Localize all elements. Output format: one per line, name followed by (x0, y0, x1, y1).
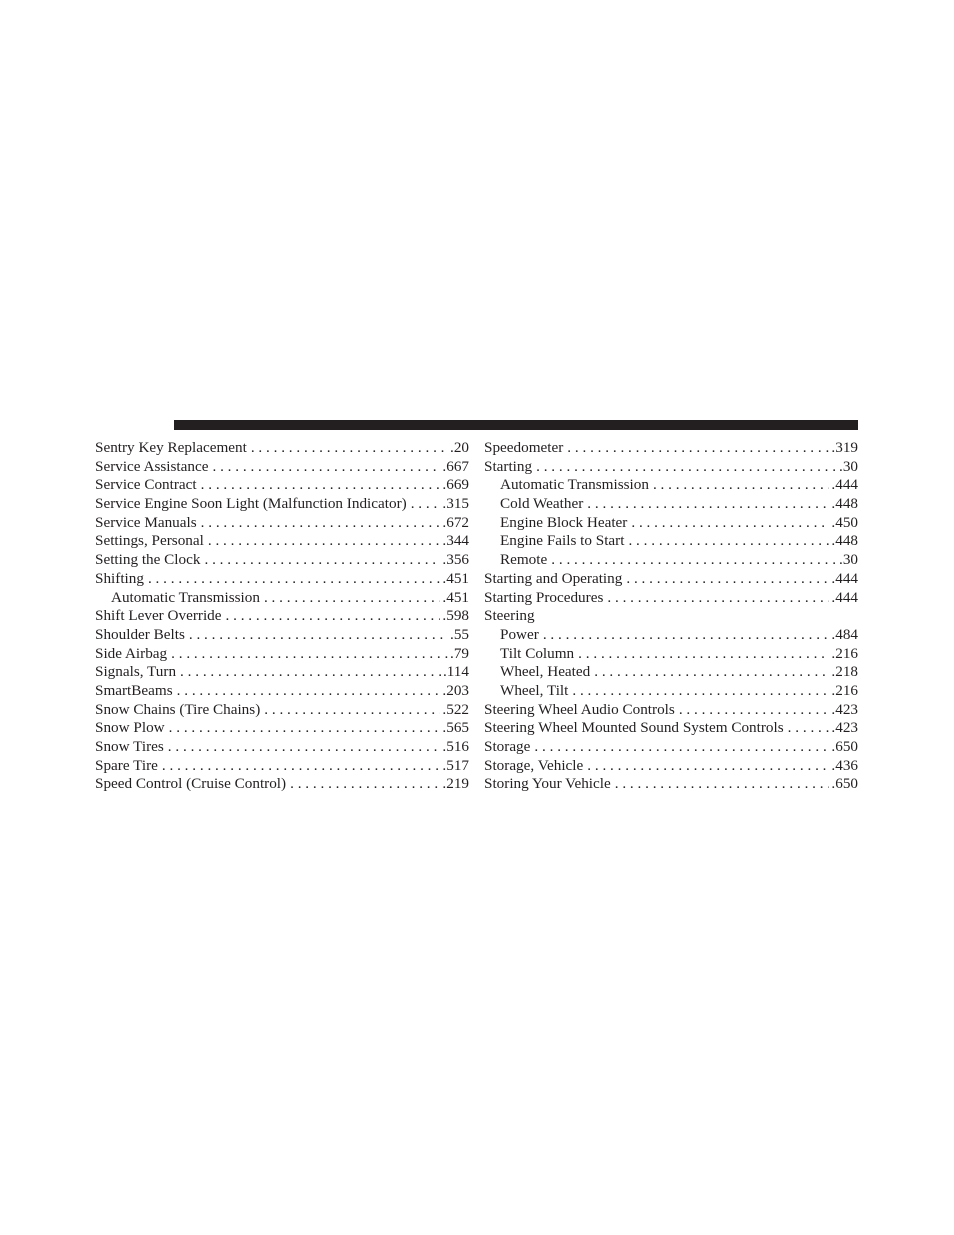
index-page-number: .650 (831, 775, 858, 793)
index-term: Cold Weather (500, 495, 584, 513)
index-entry (95, 626, 469, 645)
index-subentry (95, 589, 469, 608)
index-page-number: .522 (442, 700, 469, 718)
index-page-number: .451 (442, 569, 469, 587)
index-entry (95, 719, 469, 738)
dot-leader (551, 551, 837, 570)
index-term: Snow Plow (95, 719, 165, 737)
index-term: Storage, Vehicle (484, 756, 584, 774)
index-entry (484, 719, 858, 738)
dot-leader (567, 439, 829, 458)
index-entry (484, 589, 858, 608)
index-page-number: .216 (831, 644, 858, 662)
index-term: Steering Wheel Mounted Sound System Controls (484, 719, 784, 737)
dot-leader (189, 626, 448, 645)
dot-leader (201, 514, 441, 533)
index-term: Steering Wheel Audio Controls (484, 700, 675, 718)
index-term: Speedometer (484, 439, 564, 456)
index-page-number: .218 (831, 663, 858, 681)
index-term: Speed Control (Cruise Control) (95, 775, 287, 793)
index-page-number: .565 (442, 719, 469, 737)
dot-leader (201, 476, 441, 495)
dot-leader (653, 476, 829, 495)
index-term: Service Manuals (95, 513, 197, 531)
index-page-number: .203 (442, 681, 469, 699)
index-term: Starting Procedures (484, 588, 604, 606)
index-page-number: .79 (450, 644, 469, 662)
index-entry (484, 607, 858, 626)
index-page-number: .216 (831, 681, 858, 699)
index-subentry (484, 551, 858, 570)
index-page-number: .598 (442, 607, 469, 625)
dot-leader (534, 738, 829, 757)
dot-leader (169, 719, 441, 738)
index-entry (95, 476, 469, 495)
index-entry (95, 551, 469, 570)
index-term: Setting the Clock (95, 551, 201, 569)
index-entry (95, 570, 469, 589)
index-page-number: .448 (831, 495, 858, 513)
dot-leader (626, 570, 829, 589)
index-term: Steering (484, 607, 535, 625)
index-page-number: .219 (442, 775, 469, 793)
dot-leader (204, 551, 440, 570)
index-term: Tilt Column (500, 644, 575, 662)
index-page-number: .436 (831, 756, 858, 774)
index-entry (484, 458, 858, 477)
index-term: Snow Chains (Tire Chains) (95, 700, 261, 718)
dot-leader (264, 701, 440, 720)
dot-leader (628, 532, 829, 551)
index-page-number: .114 (442, 663, 469, 681)
index-entry (484, 738, 858, 757)
dot-leader (631, 514, 829, 533)
index-page-number: .356 (442, 551, 469, 569)
index-term: Shifting (95, 569, 144, 587)
index-page-number: .444 (831, 588, 858, 606)
dot-leader (615, 775, 830, 794)
index-page-number: .30 (839, 551, 858, 569)
index-term: Automatic Transmission (111, 588, 260, 606)
index-page-number: .444 (831, 476, 858, 494)
index-page-number: .451 (442, 588, 469, 606)
index-subentry (484, 532, 858, 551)
index-term: Service Assistance (95, 457, 209, 475)
index-page-number: .516 (442, 738, 469, 755)
index-subentry (484, 514, 858, 533)
index-page-number: .344 (442, 532, 469, 550)
index-entry (95, 663, 469, 682)
index-page-number: .650 (831, 738, 858, 755)
dot-leader (594, 663, 829, 682)
dot-leader (226, 607, 441, 626)
index-term: Wheel, Tilt (500, 681, 569, 699)
index-subentry (484, 495, 858, 514)
index-subentry (484, 476, 858, 495)
index-page-number: .319 (831, 439, 858, 456)
index-entry (484, 775, 858, 794)
dot-leader (180, 663, 441, 682)
index-entry (484, 439, 858, 458)
index-term: Service Engine Soon Light (Malfunction Indicator) (95, 495, 407, 513)
index-page-number: .55 (450, 625, 469, 643)
index-page-number: .315 (442, 495, 469, 513)
index-term: Signals, Turn (95, 663, 177, 681)
dot-leader (788, 719, 830, 738)
index-term: Shift Lever Override (95, 607, 222, 625)
index-column-left (95, 439, 469, 794)
index-entry (95, 607, 469, 626)
index-entry (95, 532, 469, 551)
dot-leader (208, 532, 441, 551)
dot-leader (162, 757, 441, 776)
index-page-number: .423 (831, 700, 858, 718)
dot-leader (177, 682, 441, 701)
index-entry (95, 439, 469, 458)
dot-leader (264, 589, 440, 608)
index-page-number: .484 (831, 625, 858, 643)
index-term: Storage (484, 738, 531, 755)
dot-leader (212, 458, 440, 477)
index-entry (95, 495, 469, 514)
index-page-number: .672 (442, 513, 469, 531)
index-page-number: .517 (442, 756, 469, 774)
index-entry (95, 458, 469, 477)
index-entry (95, 738, 469, 757)
dot-leader (607, 589, 829, 608)
index-term: SmartBeams (95, 681, 173, 699)
index-page-number: .444 (831, 569, 858, 587)
index-entry (484, 757, 858, 776)
index-term: Engine Block Heater (500, 513, 628, 531)
index-term: Wheel, Heated (500, 663, 591, 681)
dot-leader (411, 495, 441, 514)
index-subentry (484, 682, 858, 701)
index-entry (95, 701, 469, 720)
section-header-bar (174, 420, 858, 430)
index-term: Snow Tires (95, 738, 164, 755)
index-page-number: .448 (831, 532, 858, 550)
index-term: Storing Your Vehicle (484, 775, 611, 793)
dot-leader (587, 757, 829, 776)
index-subentry (484, 626, 858, 645)
dot-leader (290, 775, 440, 794)
dot-leader (536, 458, 837, 477)
dot-leader (578, 645, 829, 664)
dot-leader (543, 626, 830, 645)
index-page-number: .423 (831, 719, 858, 737)
index-entry (95, 775, 469, 794)
dot-leader (251, 439, 448, 458)
index-term: Sentry Key Replacement (95, 439, 247, 456)
index-term: Service Contract (95, 476, 197, 494)
dot-leader (168, 738, 441, 757)
index-page-number: .20 (450, 439, 469, 456)
index-entry (95, 514, 469, 533)
index-term: Engine Fails to Start (500, 532, 625, 550)
index-term: Remote (500, 551, 548, 569)
index-term: Starting (484, 457, 533, 475)
index-term: Side Airbag (95, 644, 168, 662)
index-entry (95, 682, 469, 701)
index-page-number: .450 (831, 513, 858, 531)
index-page-number: .669 (442, 476, 469, 494)
dot-leader (679, 701, 830, 720)
index-term: Automatic Transmission (500, 476, 649, 494)
index-entry (484, 701, 858, 720)
dot-leader (572, 682, 829, 701)
index-page-number: .30 (839, 457, 858, 475)
dot-leader (587, 495, 829, 514)
dot-leader (171, 645, 448, 664)
index-term: Settings, Personal (95, 532, 204, 550)
index-entry (95, 757, 469, 776)
dot-leader (148, 570, 440, 589)
index-entry (95, 645, 469, 664)
index-term: Spare Tire (95, 756, 158, 774)
index-column-right (484, 439, 858, 794)
index-page-number: .667 (442, 457, 469, 475)
index-term: Starting and Operating (484, 569, 623, 587)
index-subentry (484, 663, 858, 682)
index-entry (484, 570, 858, 589)
index-subentry (484, 645, 858, 664)
index-term: Shoulder Belts (95, 625, 185, 643)
index-term: Power (500, 625, 539, 643)
